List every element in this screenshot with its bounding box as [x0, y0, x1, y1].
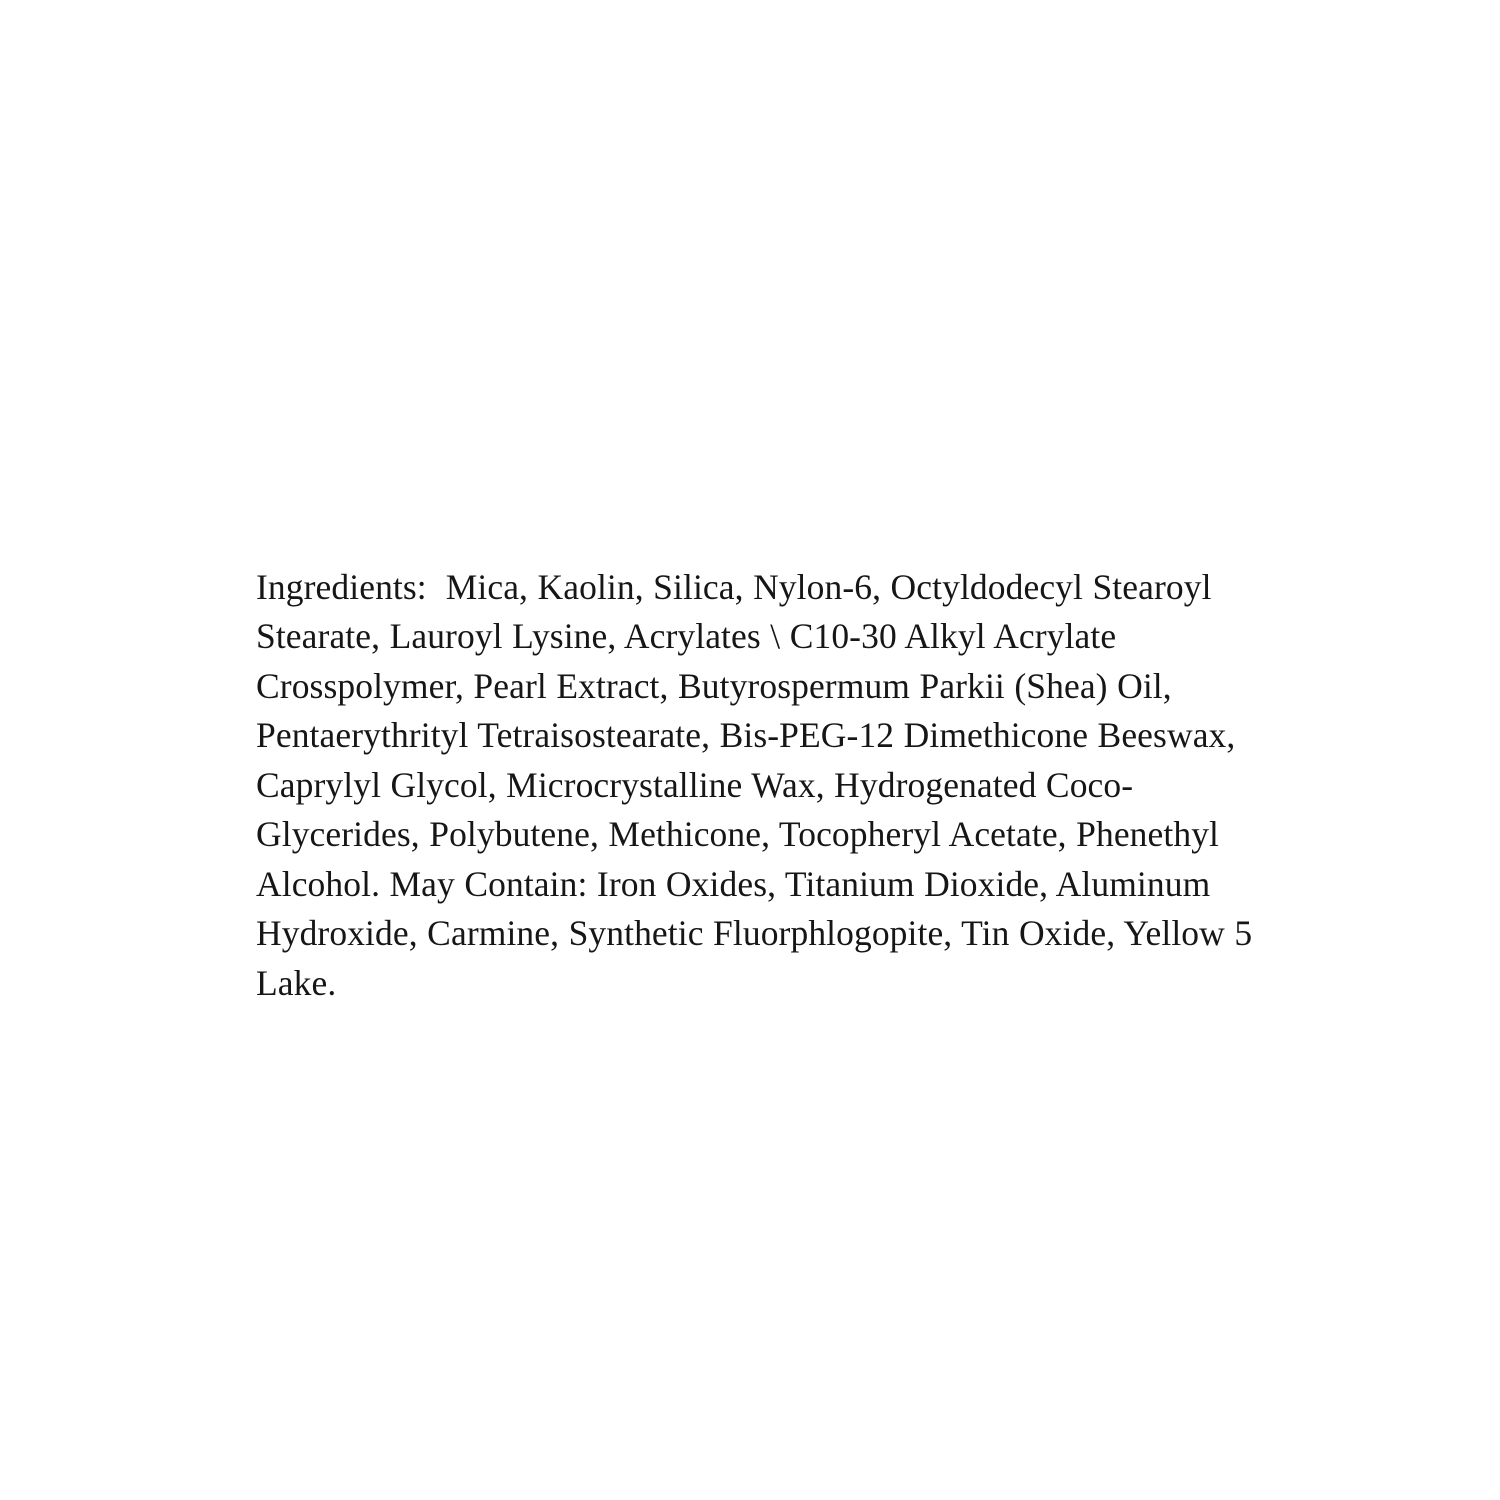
ingredients-paragraph: Ingredients: Mica, Kaolin, Silica, Nylon-6, Octyldodecyl Stearoyl Stearate, Lauroyl Lysine, Acrylates \ C10-30 Alkyl Acrylate Crosspolymer, Pearl Extract, Butyrospermum Parkii (Shea) Oil, Pentaerythrityl Tetraisostearate, Bis-PEG-12 Dimethicone Beeswax, Caprylyl Glycol, Microcrystalline Wax, Hydrogenated Coco-Glycerides, Polybutene, Methicone, Tocopheryl Acetate, Phenethyl Alcohol. May Contain: Iron Oxides, Titanium Dioxide, Aluminum Hydroxide, Carmine, Synthetic Fluorphlogopite, Tin Oxide, Yellow 5 Lake. [256, 566, 1262, 1003]
ingredients-block [256, 527, 1266, 1044]
